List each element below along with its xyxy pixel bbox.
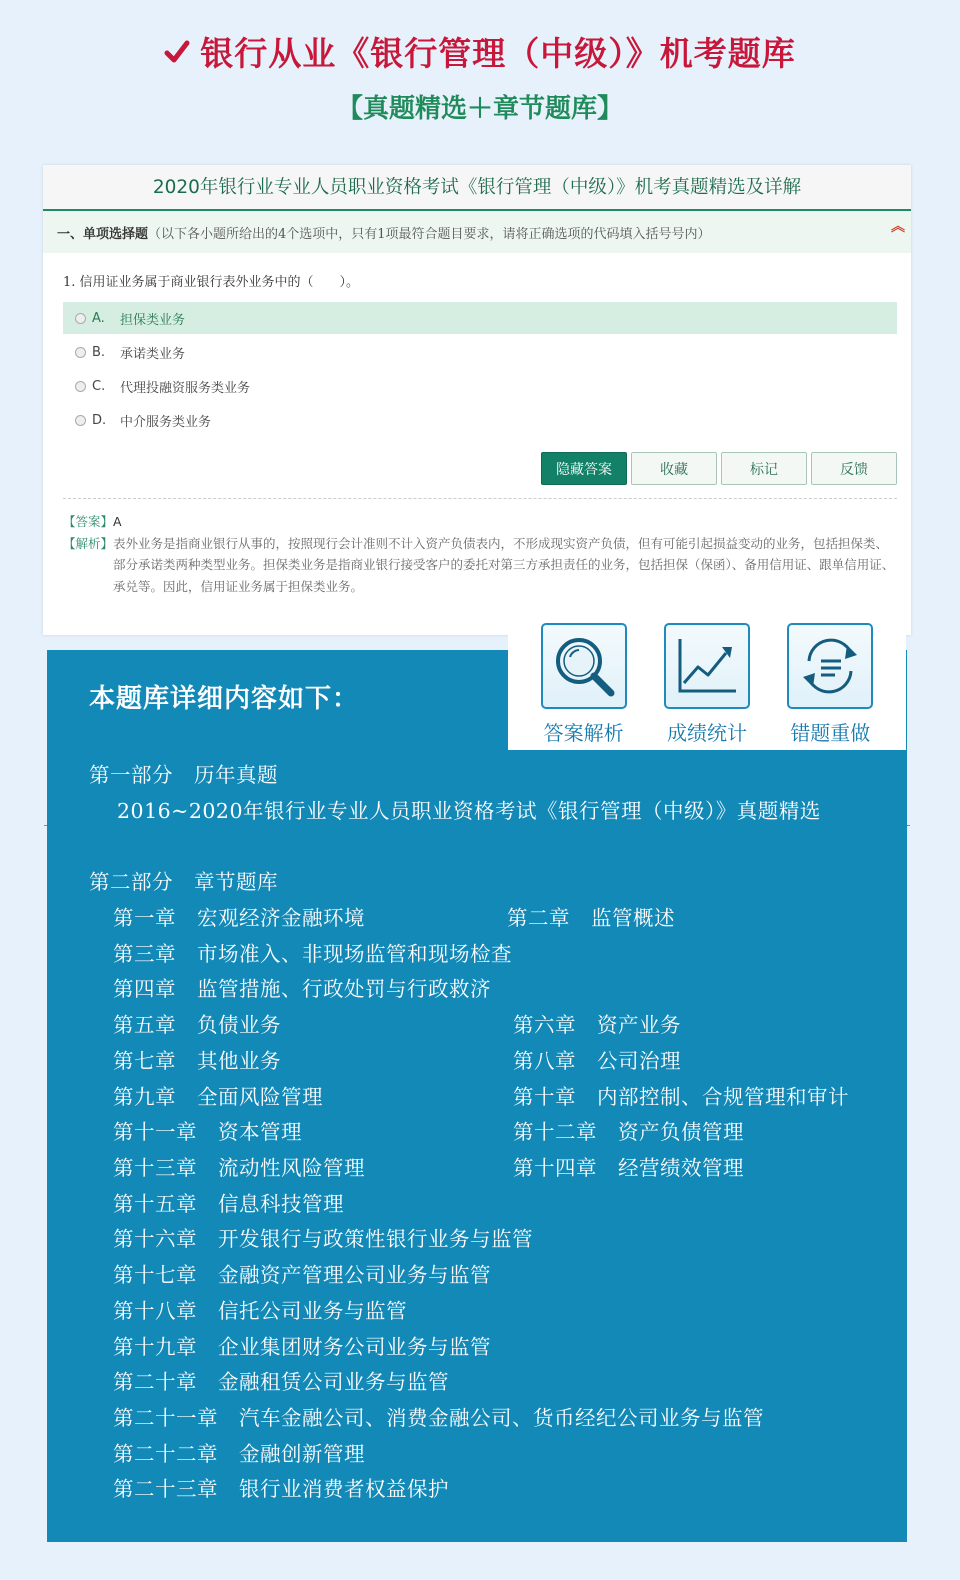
section-header[interactable] xyxy=(43,211,911,253)
favorite-button[interactable]: 收藏 xyxy=(631,452,717,485)
feedback-button[interactable]: 反馈 xyxy=(811,452,897,485)
chapter-item: 第二十三章 银行业消费者权益保护 xyxy=(113,1477,449,1501)
option-text: 中介服务类业务 xyxy=(120,414,212,430)
page-title xyxy=(0,28,960,75)
analysis-tag: 【解析】 xyxy=(63,535,114,551)
magnifier-icon xyxy=(541,623,627,709)
feature-redo-mistakes[interactable] xyxy=(775,623,885,750)
question-body xyxy=(43,253,911,597)
page-subtitle: 【真题精选＋章节题库】 xyxy=(336,94,623,124)
exam-card xyxy=(43,165,911,635)
option-text: 代理投融资服务类业务 xyxy=(120,380,251,396)
section-note: （以下各小题所给出的4个选项中，只有1项最符合题目要求，请将正确选项的代码填入括号号内） xyxy=(148,226,711,242)
chapter-item: 第一章 宏观经济金融环境 xyxy=(113,906,365,930)
feature-label: 成绩统计 xyxy=(666,721,747,745)
radio-button[interactable] xyxy=(75,415,86,426)
feature-label: 答案解析 xyxy=(543,721,624,745)
mark-button[interactable]: 标记 xyxy=(721,452,807,485)
feature-box xyxy=(508,614,906,750)
section-title: 一、单项选择题 xyxy=(57,226,149,242)
option-letter: C. xyxy=(92,378,106,394)
analysis-text: 表外业务是指商业银行从事的，按照现行会计准则不计入资产负债表内，不形成现实资产负债，但有可能引起损益变动的业务，包括担保类、部分承诺类两种类型业务。担保类业务是指商业银行接受客户的委托对第三方承担责任的业务，包括担保（保函）、备用信用证、跟单信用证、承兑等。因此，信用证业务属于担保类业务。 xyxy=(113,535,895,594)
radio-button[interactable] xyxy=(75,381,86,392)
chapter-item: 第十五章 信息科技管理 xyxy=(113,1192,344,1216)
content-heading: 本题库详细内容如下： xyxy=(89,684,360,714)
answer-value: A xyxy=(113,514,122,529)
option-letter: A. xyxy=(92,310,105,326)
part2-title: 第二部分 章节题库 xyxy=(89,870,278,894)
answer-block xyxy=(63,511,897,597)
divider xyxy=(63,498,897,499)
content-panel xyxy=(47,650,907,1542)
chapter-item: 第十章 内部控制、合规管理和审计 xyxy=(513,1085,849,1109)
chapter-item: 第十九章 企业集团财务公司业务与监管 xyxy=(113,1335,491,1359)
option-b[interactable] xyxy=(63,336,897,368)
chapter-item: 第十一章 资本管理 xyxy=(113,1120,302,1144)
chapter-item: 第十四章 经营绩效管理 xyxy=(513,1156,744,1180)
exam-card-title: 2020年银行业专业人员职业资格考试《银行管理（中级）》机考真题精选及详解 xyxy=(43,165,911,211)
radio-button[interactable] xyxy=(75,313,86,324)
feature-answer-analysis[interactable] xyxy=(529,623,639,750)
chapter-item: 第十七章 金融资产管理公司业务与监管 xyxy=(113,1263,491,1287)
chapter-item: 第八章 公司治理 xyxy=(513,1049,681,1073)
chapter-item: 第二十二章 金融创新管理 xyxy=(113,1442,365,1466)
option-text: 承诺类业务 xyxy=(120,346,186,362)
chapter-item: 第三章 市场准入、非现场监管和现场检查 xyxy=(113,942,512,966)
chapter-item: 第七章 其他业务 xyxy=(113,1049,281,1073)
answer-tag: 【答案】 xyxy=(63,514,114,529)
question-text: 1. 信用证业务属于商业银行表外业务中的（ ）。 xyxy=(63,275,360,290)
collapse-icon[interactable]: ︽ xyxy=(891,219,905,235)
option-text: 担保类业务 xyxy=(120,312,186,328)
chapter-item: 第五章 负债业务 xyxy=(113,1013,281,1037)
option-letter: B. xyxy=(92,344,106,360)
chapter-item: 第二十章 金融租赁公司业务与监管 xyxy=(113,1370,449,1394)
chapter-item: 第十二章 资产负债管理 xyxy=(513,1120,744,1144)
answer-line xyxy=(63,511,897,533)
feature-label: 错题重做 xyxy=(790,721,871,745)
part1-title: 第一部分 历年真题 xyxy=(89,763,278,787)
chapter-item: 第六章 资产业务 xyxy=(513,1013,681,1037)
redo-list-icon xyxy=(787,623,873,709)
part1-item: 2016~2020年银行业专业人员职业资格考试《银行管理（中级）》真题精选 xyxy=(117,799,821,823)
option-letter: D. xyxy=(92,412,107,428)
option-d[interactable] xyxy=(63,404,897,436)
analysis-line xyxy=(63,533,897,598)
feature-score-stats[interactable] xyxy=(652,623,762,750)
hide-answer-button[interactable]: 隐藏答案 xyxy=(541,452,627,485)
question-toolbar xyxy=(63,452,897,485)
chapter-item: 第二章 监管概述 xyxy=(507,906,675,930)
chapter-item: 第十六章 开发银行与政策性银行业务与监管 xyxy=(113,1227,533,1251)
radio-button[interactable] xyxy=(75,347,86,358)
chapter-item: 第四章 监管措施、行政处罚与行政救济 xyxy=(113,977,491,1001)
check-icon xyxy=(164,34,190,73)
page-title-text: 银行从业《银行管理（中级）》机考题库 xyxy=(200,34,796,73)
chapter-item: 第二十一章 汽车金融公司、消费金融公司、货币经纪公司业务与监管 xyxy=(113,1406,764,1430)
option-a[interactable] xyxy=(63,302,897,334)
chapter-item: 第十三章 流动性风险管理 xyxy=(113,1156,365,1180)
chapter-item: 第九章 全面风险管理 xyxy=(113,1085,323,1109)
option-c[interactable] xyxy=(63,370,897,402)
chapter-item: 第十八章 信托公司业务与监管 xyxy=(113,1299,407,1323)
line-chart-icon xyxy=(664,623,750,709)
